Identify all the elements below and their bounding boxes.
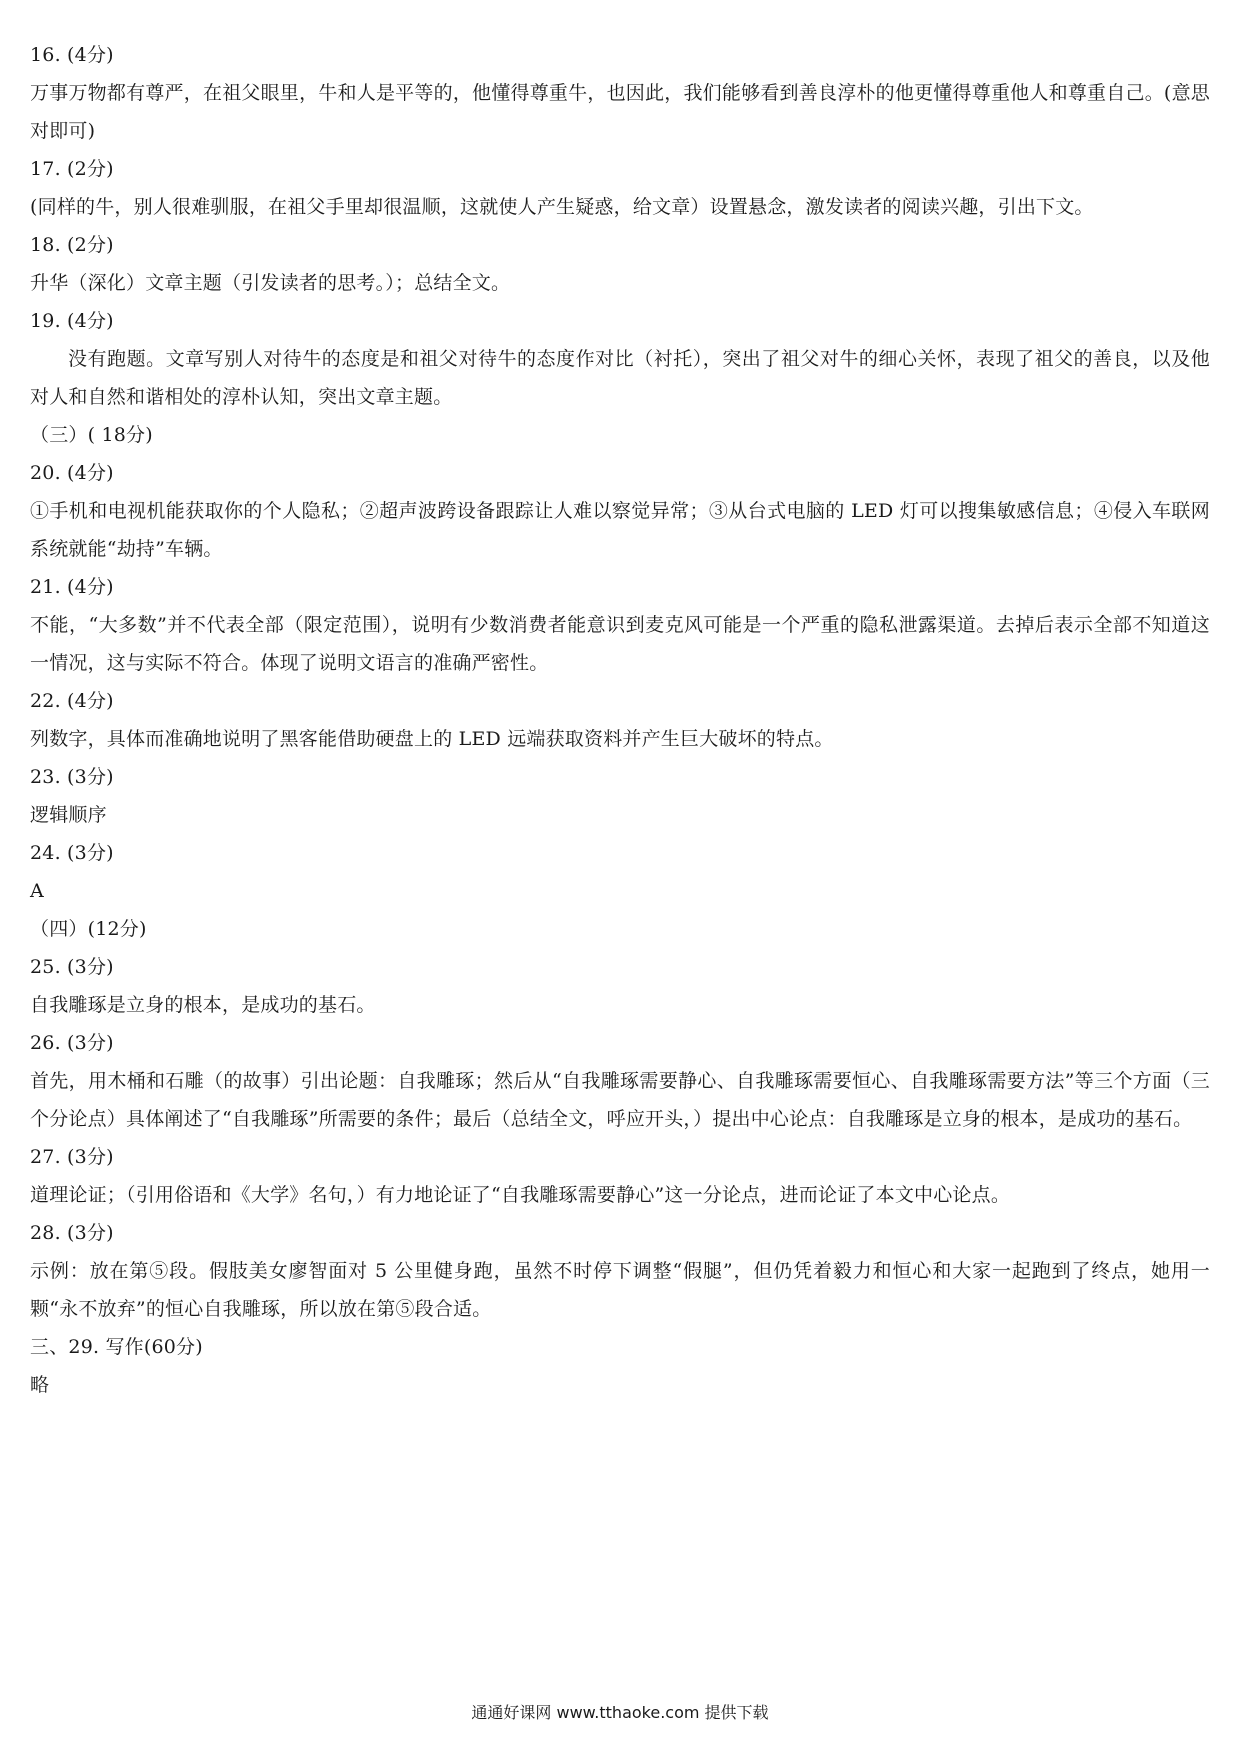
q18-answer: 升华（深化）文章主题（引发读者的思考。）；总结全文。 [30,272,511,294]
q16-answer: 万事万物都有尊严，在祖父眼里，牛和人是平等的，他懂得尊重牛，也因此，我们能够看到善良淳朴的他更懂得尊重他人和尊重自己。(意思对即可) [30,82,1210,142]
q17-heading: 17. (2分) [30,158,114,180]
q26-heading: 26. (3分) [30,1032,114,1054]
q25-heading: 25. (3分) [30,956,114,978]
q18-heading: 18. (2分) [30,234,114,256]
q23-heading: 23. (3分) [30,766,114,788]
q21-heading: 21. (4分) [30,576,114,598]
q28-answer: 示例：放在第⑤段。假肢美女廖智面对 5 公里健身跑，虽然不时停下调整“假腿”，但仍凭着毅力和恒心和大家一起跑到了终点，她用一颗“永不放弃”的恒心自我雕琢，所以放在第⑤段合适。 [30,1260,1210,1320]
q29-answer: 略 [30,1374,50,1396]
q28-heading: 28. (3分) [30,1222,114,1244]
q22-answer: 列数字，具体而准确地说明了黑客能借助硬盘上的 LED 远端获取资料并产生巨大破坏的特点。 [30,728,834,750]
q20-heading: 20. (4分) [30,462,114,484]
q17-answer: (同样的牛，别人很难驯服，在祖父手里却很温顺，这就使人产生疑惑，给文章）设置悬念，激发读者的阅读兴趣，引出下文。 [30,196,1094,218]
q27-answer: 道理论证；（引用俗语和《大学》名句，）有力地论证了“自我雕琢需要静心”这一分论点，进而论证了本文中心论点。 [30,1184,1011,1206]
q29-heading: 三、29. 写作(60分) [30,1336,203,1358]
q24-heading: 24. (3分) [30,842,114,864]
q24-answer: A [30,880,44,902]
page-footer: 通通好课网 www.tthaoke.com 提供下载 [471,1703,769,1722]
q27-heading: 27. (3分) [30,1146,114,1168]
q16-heading: 16. (4分) [30,44,114,66]
q19-heading: 19. (4分) [30,310,114,332]
section-4-heading: （四）(12分) [30,918,147,940]
section-3-heading: （三）( 18分) [30,424,153,446]
q21-answer: 不能，“大多数”并不代表全部（限定范围），说明有少数消费者能意识到麦克风可能是一个严重的隐私泄露渠道。去掉后表示全部不知道这一情况，这与实际不符合。体现了说明文语言的准确严密性。 [30,614,1210,674]
q19-answer: 没有跑题。文章写别人对待牛的态度是和祖父对待牛的态度作对比（衬托），突出了祖父对牛的细心关怀，表现了祖父的善良，以及他对人和自然和谐相处的淳朴认知，突出文章主题。 [30,348,1210,408]
q22-heading: 22. (4分) [30,690,114,712]
answer-key-content [30,36,1210,1404]
q25-answer: 自我雕琢是立身的根本，是成功的基石。 [30,994,376,1016]
q20-answer: ①手机和电视机能获取你的个人隐私；②超声波跨设备跟踪让人难以察觉异常；③从台式电脑的 LED 灯可以搜集敏感信息；④侵入车联网系统就能“劫持”车辆。 [30,500,1210,560]
q23-answer: 逻辑顺序 [30,804,107,826]
q26-answer: 首先，用木桶和石雕（的故事）引出论题：自我雕琢；然后从“自我雕琢需要静心、自我雕琢需要恒心、自我雕琢需要方法”等三个方面（三个分论点）具体阐述了“自我雕琢”所需要的条件；最后（总结全文，呼应开头，）提出中心论点：自我雕琢是立身的根本，是成功的基石。 [30,1070,1210,1130]
